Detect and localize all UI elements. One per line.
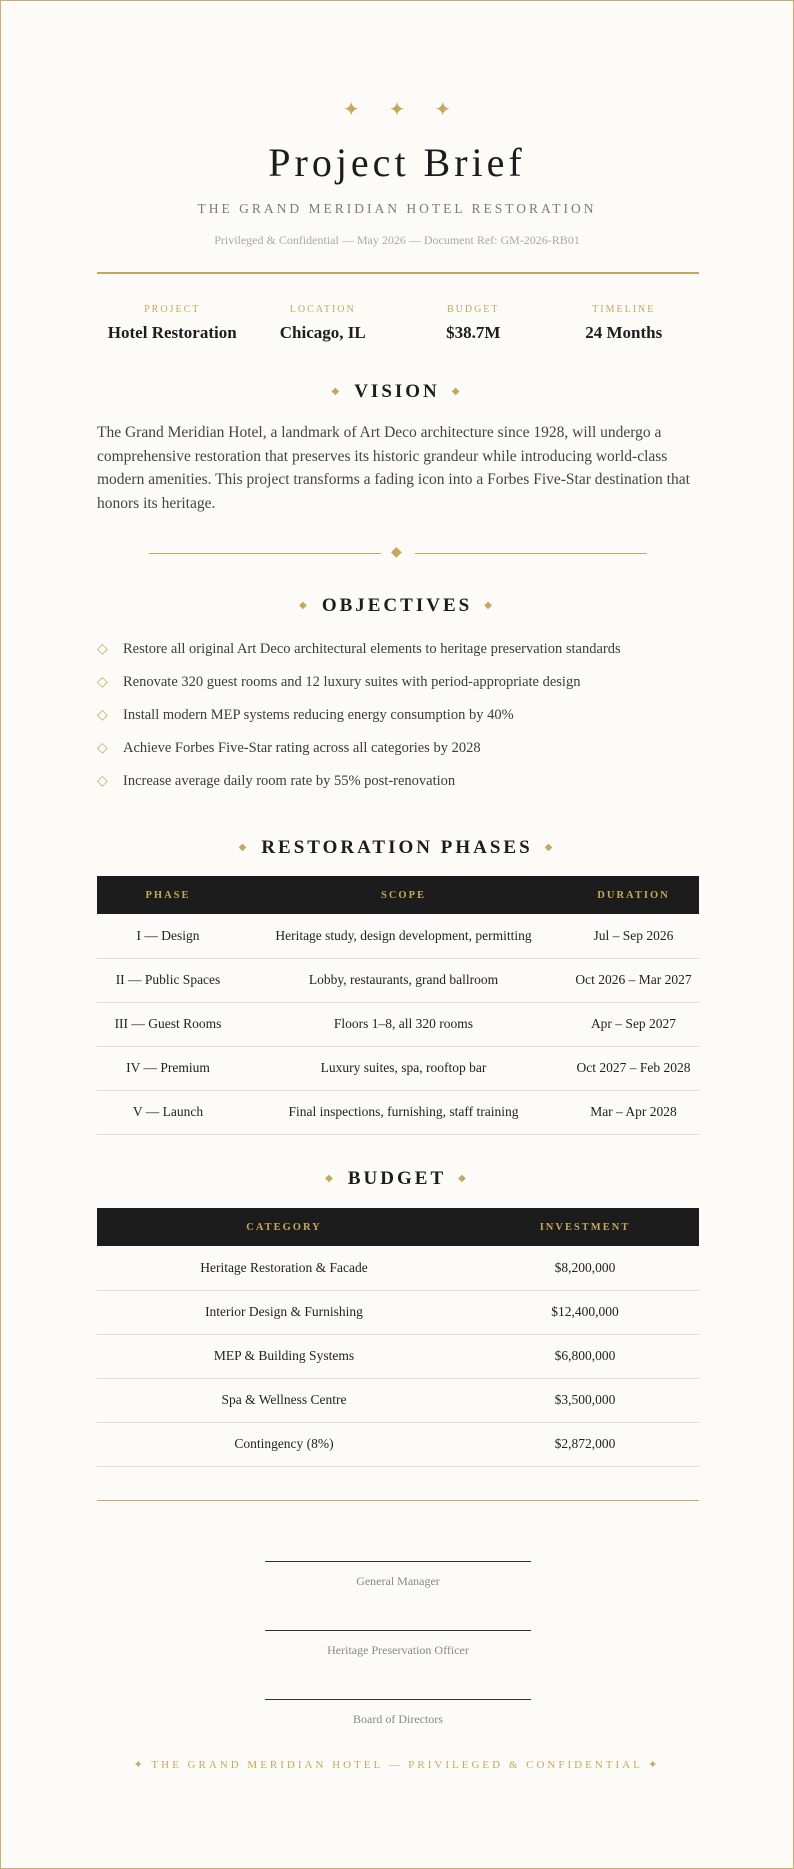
budget-heading [1, 1168, 793, 1190]
table-cell: $8,200,000 [471, 1246, 699, 1290]
page-footer: ✦ THE GRAND MERIDIAN HOTEL — PRIVILEGED & CONFIDENTIAL ✦ [133, 1759, 661, 1771]
diamond-icon: ◆ [391, 545, 402, 560]
table-cell: Final inspections, furnishing, staff training [239, 1090, 568, 1134]
column-header: CATEGORY [246, 1221, 322, 1233]
table-cell: Mar – Apr 2028 [568, 1090, 699, 1134]
list-item [97, 641, 699, 674]
table-cell: $2,872,000 [471, 1422, 699, 1466]
list-item [97, 707, 699, 740]
phases-heading [1, 837, 793, 859]
column-header: PHASE [145, 889, 191, 901]
budget-table [97, 1208, 699, 1467]
table-cell: II — Public Spaces [97, 958, 239, 1002]
table-cell: Lobby, restaurants, grand ballroom [239, 958, 568, 1002]
table-cell: MEP & Building Systems [97, 1334, 471, 1378]
signature-divider [97, 1500, 699, 1501]
table-row [97, 1378, 699, 1422]
objective-text: Restore all original Art Deco architectural elements to heritage preservation standards [123, 641, 621, 657]
table-cell: $12,400,000 [471, 1290, 699, 1334]
objective-text: Achieve Forbes Five-Star rating across all categories by 2028 [123, 740, 481, 756]
divider-line-left [149, 553, 381, 554]
fact-location [248, 304, 399, 343]
table-cell: Heritage study, design development, permitting [239, 914, 568, 958]
star-icon: ✦ [342, 99, 360, 121]
key-facts [97, 304, 699, 343]
section-title-text: OBJECTIVES [321, 595, 473, 616]
phases-table [97, 876, 699, 1135]
fact-project [97, 304, 248, 343]
signature-block [265, 1630, 531, 1658]
table-cell: Luxury suites, spa, rooftop bar [239, 1046, 568, 1090]
diamond-icon: ◆ [325, 1173, 336, 1185]
fact-timeline [549, 304, 700, 343]
signature-line [265, 1630, 531, 1631]
hollow-diamond-icon: ◇ [97, 774, 108, 789]
table-cell: V — Launch [97, 1090, 239, 1134]
list-item [97, 674, 699, 707]
document-meta: Privileged & Confidential — May 2026 — Document Ref: GM-2026-RB01 [214, 233, 580, 247]
vision-text: The Grand Meridian Hotel, a landmark of Art Deco architecture since 1928, will undergo a comprehensive restoration that preserves its historic grandeur while introducing world-class modern amenities. This project transforms a fading icon into a Forbes Five-Star destination that honors its heritage. [97, 424, 690, 512]
fact-label: LOCATION [289, 304, 356, 315]
fact-value: Hotel Restoration [107, 323, 237, 342]
vision-heading [1, 381, 793, 403]
fact-label: PROJECT [144, 304, 201, 315]
objectives-list [97, 641, 699, 806]
section-title-text: VISION [354, 381, 440, 402]
column-header: SCOPE [380, 889, 426, 901]
table-cell: III — Guest Rooms [97, 1002, 239, 1046]
signature-block [265, 1699, 531, 1727]
table-cell: $6,800,000 [471, 1334, 699, 1378]
column-header: INVESTMENT [539, 1221, 631, 1233]
column-header: DURATION [597, 889, 670, 901]
fact-label: TIMELINE [592, 304, 656, 315]
table-row [97, 1334, 699, 1378]
fact-value: $38.7M [446, 323, 501, 342]
table-cell: Interior Design & Furnishing [97, 1290, 471, 1334]
table-cell: Spa & Wellness Centre [97, 1378, 471, 1422]
hollow-diamond-icon: ◇ [97, 675, 108, 690]
diamond-icon: ◆ [331, 386, 343, 398]
signature-block [265, 1561, 531, 1589]
hollow-diamond-icon: ◇ [97, 642, 108, 657]
fact-value: Chicago, IL [279, 323, 366, 342]
page-title: Project Brief [268, 140, 526, 185]
diamond-icon: ◆ [484, 600, 495, 612]
diamond-icon: ◆ [451, 386, 463, 398]
hollow-diamond-icon: ◇ [97, 741, 108, 756]
divider-line-right [415, 553, 647, 554]
diamond-icon: ◆ [544, 842, 556, 854]
list-item [97, 773, 699, 806]
objectives-heading [1, 595, 793, 617]
signature-line [265, 1699, 531, 1700]
table-cell: Oct 2026 – Mar 2027 [568, 958, 699, 1002]
table-row [97, 1246, 699, 1290]
star-icon: ✦ [434, 99, 452, 121]
fact-budget [398, 304, 549, 343]
signature-role: Board of Directors [353, 1712, 443, 1726]
signature-role: General Manager [356, 1574, 440, 1588]
diamond-icon: ◆ [458, 1173, 469, 1185]
signature-line [265, 1561, 531, 1562]
objective-text: Install modern MEP systems reducing energy consumption by 40% [123, 707, 514, 723]
table-cell: Floors 1–8, all 320 rooms [239, 1002, 568, 1046]
table-cell: Heritage Restoration & Facade [97, 1246, 471, 1290]
table-row [97, 1090, 699, 1134]
ornamental-divider [149, 547, 647, 561]
table-row [97, 958, 699, 1002]
fact-label: BUDGET [446, 304, 500, 315]
table-cell: I — Design [97, 914, 239, 958]
signature-role: Heritage Preservation Officer [327, 1643, 469, 1657]
diamond-icon: ◆ [299, 600, 310, 612]
table-cell: Apr – Sep 2027 [568, 1002, 699, 1046]
table-cell: Oct 2027 – Feb 2028 [568, 1046, 699, 1090]
page-subtitle: THE GRAND MERIDIAN HOTEL RESTORATION [197, 201, 597, 216]
table-row [97, 1002, 699, 1046]
list-item [97, 740, 699, 773]
table-cell: Contingency (8%) [97, 1422, 471, 1466]
table-header-row [97, 876, 699, 914]
header-divider [97, 272, 699, 274]
hollow-diamond-icon: ◇ [97, 708, 108, 723]
star-icon: ✦ [388, 99, 406, 121]
header-stars [1, 97, 793, 122]
fact-value: 24 Months [585, 323, 663, 342]
diamond-icon: ◆ [238, 842, 250, 854]
table-row [97, 1422, 699, 1466]
table-cell: Jul – Sep 2026 [568, 914, 699, 958]
table-cell: IV — Premium [97, 1046, 239, 1090]
table-cell: $3,500,000 [471, 1378, 699, 1422]
table-header-row [97, 1208, 699, 1246]
section-title-text: BUDGET [347, 1168, 447, 1189]
table-row [97, 914, 699, 958]
table-row [97, 1046, 699, 1090]
objective-text: Renovate 320 guest rooms and 12 luxury suites with period-appropriate design [123, 674, 581, 690]
objective-text: Increase average daily room rate by 55% post-renovation [123, 773, 456, 789]
section-title-text: RESTORATION PHASES [261, 837, 533, 858]
table-row [97, 1290, 699, 1334]
